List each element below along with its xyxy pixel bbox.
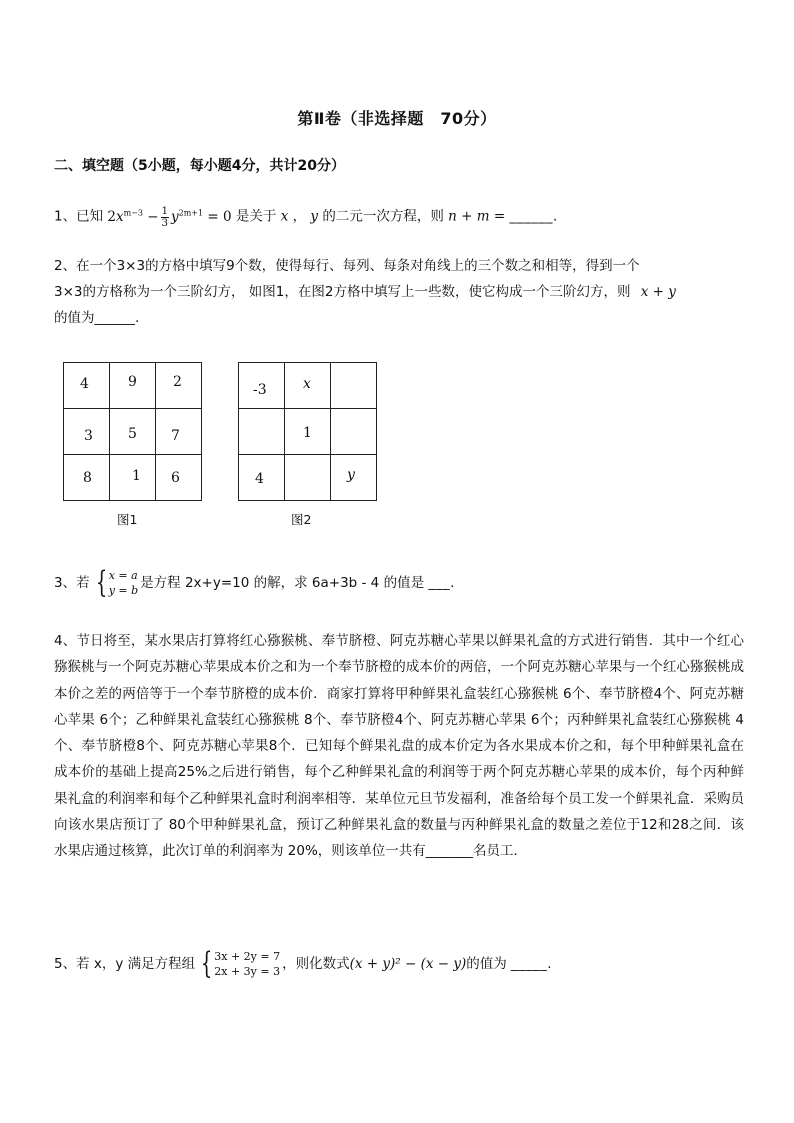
grid2-cell: x <box>285 363 331 409</box>
grid2-cell: -3 <box>239 363 285 409</box>
q1-text-c: 的二元一次方程，则 <box>322 208 444 225</box>
question-2-line-3: 的值为______. <box>54 310 140 326</box>
question-5: 5、若 x，y 满足方程组 { 3x + 2y = 7 2x + 3y = 3 ，则化数式(x + y)² − (x − y)的值为 _____. <box>54 946 552 981</box>
q3-answer-blank[interactable]: ___ <box>428 575 451 591</box>
q1-equation: $2x^{m-3}$ − $\frac{1}{3}$ $y^{2m+1} = 0$ <box>107 205 232 229</box>
grid2-cell: y <box>331 455 377 501</box>
grid1-cell: 5 <box>110 409 156 455</box>
grid1-cell: 8 <box>64 455 110 501</box>
q1-var-y: y <box>310 208 319 225</box>
grid1-cell: 1 <box>110 455 156 501</box>
question-1: 1、已知 $2x^{m-3}$ − $\frac{1}{3}$ $y^{2m+1} = 0$ 是关于 x ， y 的二元一次方程，则 n + m = ______. <box>54 205 558 229</box>
q1-fraction: $\frac{1}{3}$ <box>161 205 168 229</box>
grid1-cell: 9 <box>110 363 156 409</box>
grid1-cell: 7 <box>156 409 202 455</box>
magic-square-figure-2 <box>238 362 377 501</box>
grid1-cell: 4 <box>64 363 110 409</box>
magic-square-figure-1 <box>63 362 202 501</box>
grid2-cell <box>331 409 377 455</box>
q5-equation-system: { 3x + 2y = 7 2x + 3y = 3 <box>200 946 281 981</box>
page-title: 第Ⅱ卷（非选择题 70分） <box>297 109 497 128</box>
figure-1-caption: 图1 <box>117 512 138 527</box>
q1-exp2: 2m+1 <box>178 208 204 217</box>
figure-2-caption: 图2 <box>291 512 312 527</box>
question-3: 3、若 { x = a y = b 是方程 2x+y=10 的解，求 6a+3b - 4 的值是 ___. <box>54 565 455 600</box>
grid1-cell: 3 <box>64 409 110 455</box>
grid2-cell <box>285 455 331 501</box>
q5-answer-blank[interactable]: _____ <box>511 956 548 972</box>
q1-expr: n + m = <box>448 208 506 225</box>
q1-prefix: 1、已知 <box>54 208 104 225</box>
q1-text-b: ， <box>292 208 307 225</box>
q1-answer-blank[interactable]: ______ <box>509 208 553 225</box>
q1-text-a: 是关于 <box>235 208 277 225</box>
grid2-cell: 4 <box>239 455 285 501</box>
grid2-cell <box>331 363 377 409</box>
question-2-line-2: 3×3的方格称为一个三阶幻方， 如图1，在图2方格中填写上一些数，使它构成一个三阶幻方，则 x + y <box>54 284 676 300</box>
q5-expr: (x + y)² − (x − y) <box>349 956 467 972</box>
q1-exp1: m−3 <box>123 208 143 217</box>
question-2-line-1: 2、在一个3×3的方格中填写9个数，使得每行、每列、每条对角线上的三个数之和相等，得到一个 <box>54 258 640 274</box>
q1-var-x: x <box>280 208 289 225</box>
grid1-cell: 2 <box>156 363 202 409</box>
grid1-cell: 6 <box>156 455 202 501</box>
q2-expr: x + y <box>640 284 676 300</box>
q3-text: 是方程 2x+y=10 的解，求 6a+3b - 4 的值是 <box>140 575 425 591</box>
question-4: 4、节日将至，某水果店打算将红心猕猴桃、奉节脐橙、阿克苏糖心苹果以鲜果礼盒的方式进行销售．其中一个红心猕猴桃与一个阿克苏糖心苹果成本价之和为一个奉节脐橙的成本价的两倍，一个阿克苏糖心苹果与一个红心猕猴桃成本价之差的两倍等于一个奉节脐橙的成本价．商家打算将甲种鲜果礼盒装红心猕猴桃 6个、奉节脐橙4个、阿克苏糖心苹果 6个；乙种鲜果礼盒装红心猕猴桃 8个、奉节脐橙4个、阿克苏糖心苹果 6个；丙种鲜果礼盒装红心猕猴桃 4个、奉节脐橙8个、阿克苏糖心苹果8个．已知每个鲜果礼盘的成本价定为各水果成本价之和，每个甲种鲜果礼盒在成本价的基础上提高25%之后进行销售，每个乙种鲜果礼盒的利润等于两个阿克苏糖心苹果的成本价，每个丙种鲜果礼盒的利润率和每个乙种鲜果礼盒时利润率相等．某单位元旦节发福利，准备给每个员工发一个鲜果礼盒．采购员向该水果店预订了 80个甲种鲜果礼盒，预订乙种鲜果礼盒的数量与丙种鲜果礼盒的数量之差位于12和28之间．该水果店通过核算，此次订单的利润率为 20%，则该单位一共有_______名员工． <box>54 633 744 860</box>
section-heading: 二、填空题（5小题，每小题4分，共计20分） <box>54 158 345 174</box>
q3-equation-system: { x = a y = b <box>95 565 139 600</box>
grid2-cell: 1 <box>285 409 331 455</box>
grid2-cell <box>239 409 285 455</box>
